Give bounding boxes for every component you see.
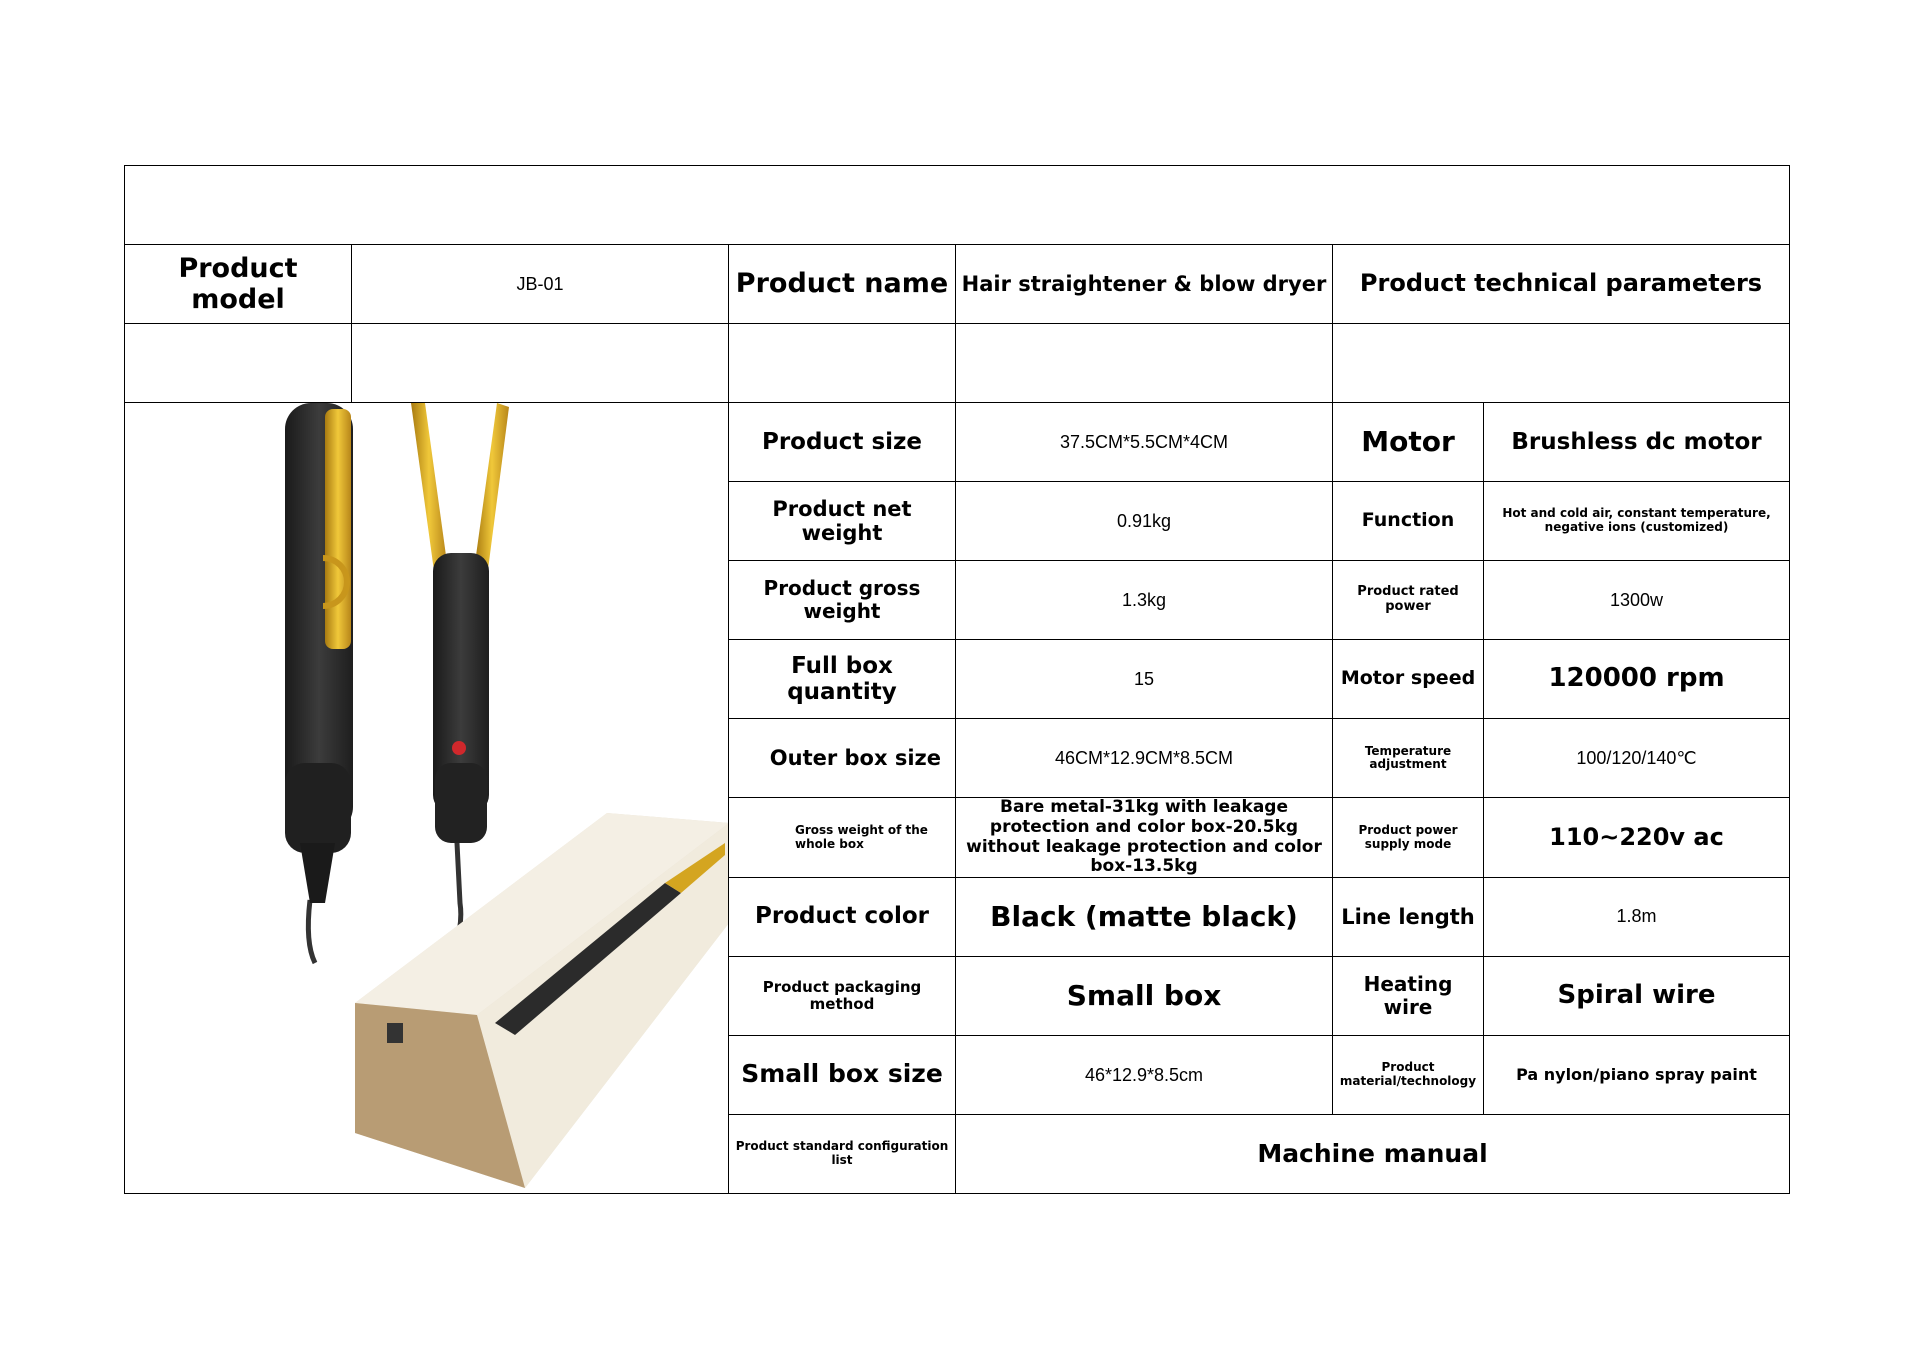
spec-sheet bbox=[124, 165, 1789, 1192]
product-size-value: 37.5CM*5.5CM*4CM bbox=[956, 403, 1333, 482]
packaging-label: Product packaging method bbox=[729, 956, 956, 1035]
product-box-image bbox=[355, 813, 729, 1188]
product-model-label: Product model bbox=[125, 245, 352, 324]
product-name-label: Product name bbox=[729, 245, 956, 324]
small-box-value: 46*12.9*8.5cm bbox=[956, 1035, 1333, 1114]
temperature-label: Temperature adjustment bbox=[1333, 719, 1484, 798]
closed-straightener-image bbox=[285, 403, 353, 963]
small-box-label: Small box size bbox=[729, 1035, 956, 1114]
power-supply-value: 110~220v ac bbox=[1484, 798, 1790, 877]
open-straightener-image bbox=[411, 403, 509, 948]
configuration-value: Machine manual bbox=[956, 1114, 1790, 1193]
power-supply-label: Product power supply mode bbox=[1333, 798, 1484, 877]
rated-power-label: Product rated power bbox=[1333, 561, 1484, 640]
function-value: Hot and cold air, constant temperature, negative ions (customized) bbox=[1484, 482, 1790, 561]
line-length-label: Line length bbox=[1333, 877, 1484, 956]
product-size-label: Product size bbox=[729, 403, 956, 482]
material-value: Pa nylon/piano spray paint bbox=[1484, 1035, 1790, 1114]
box-quantity-label: Full box quantity bbox=[729, 640, 956, 719]
configuration-label: Product standard configuration list bbox=[729, 1114, 956, 1193]
blank-row bbox=[125, 324, 1790, 403]
motor-value: Brushless dc motor bbox=[1484, 403, 1790, 482]
blank-cell bbox=[729, 324, 956, 403]
product-model-value: JB-01 bbox=[352, 245, 729, 324]
product-color-value: Black (matte black) bbox=[956, 877, 1333, 956]
outer-box-label: Outer box size bbox=[729, 719, 956, 798]
motor-speed-label: Motor speed bbox=[1333, 640, 1484, 719]
gross-weight-value: 1.3kg bbox=[956, 561, 1333, 640]
heating-wire-label: Heating wire bbox=[1333, 956, 1484, 1035]
temperature-value: 100/120/140℃ bbox=[1484, 719, 1790, 798]
product-image-cell bbox=[125, 403, 729, 1194]
packaging-value: Small box bbox=[956, 956, 1333, 1035]
net-weight-label: Product net weight bbox=[729, 482, 956, 561]
blank-top-cell bbox=[125, 166, 1790, 245]
material-label: Product material/technology bbox=[1333, 1035, 1484, 1114]
blank-cell bbox=[1333, 324, 1790, 403]
blank-top-row bbox=[125, 166, 1790, 245]
product-color-label: Product color bbox=[729, 877, 956, 956]
outer-box-value: 46CM*12.9CM*8.5CM bbox=[956, 719, 1333, 798]
line-length-value: 1.8m bbox=[1484, 877, 1790, 956]
rated-power-value: 1300w bbox=[1484, 561, 1790, 640]
motor-speed-value: 120000 rpm bbox=[1484, 640, 1790, 719]
box-weight-label: Gross weight of the whole box bbox=[729, 798, 956, 877]
box-quantity-value: 15 bbox=[956, 640, 1333, 719]
product-name-value: Hair straightener & blow dryer bbox=[956, 245, 1333, 324]
tech-parameters-heading: Product technical parameters bbox=[1333, 245, 1790, 324]
gross-weight-label: Product gross weight bbox=[729, 561, 956, 640]
spec-table bbox=[124, 165, 1790, 1194]
spec-row bbox=[125, 403, 1790, 482]
motor-label: Motor bbox=[1333, 403, 1484, 482]
header-row bbox=[125, 245, 1790, 324]
box-weight-value: Bare metal-31kg with leakage protection and color box-20.5kg without leakage protection and color box-13.5kg bbox=[956, 798, 1333, 877]
blank-cell bbox=[956, 324, 1333, 403]
heating-wire-value: Spiral wire bbox=[1484, 956, 1790, 1035]
blank-cell bbox=[352, 324, 729, 403]
function-label: Function bbox=[1333, 482, 1484, 561]
net-weight-value: 0.91kg bbox=[956, 482, 1333, 561]
blank-cell bbox=[125, 324, 352, 403]
product-photo bbox=[125, 403, 729, 1193]
